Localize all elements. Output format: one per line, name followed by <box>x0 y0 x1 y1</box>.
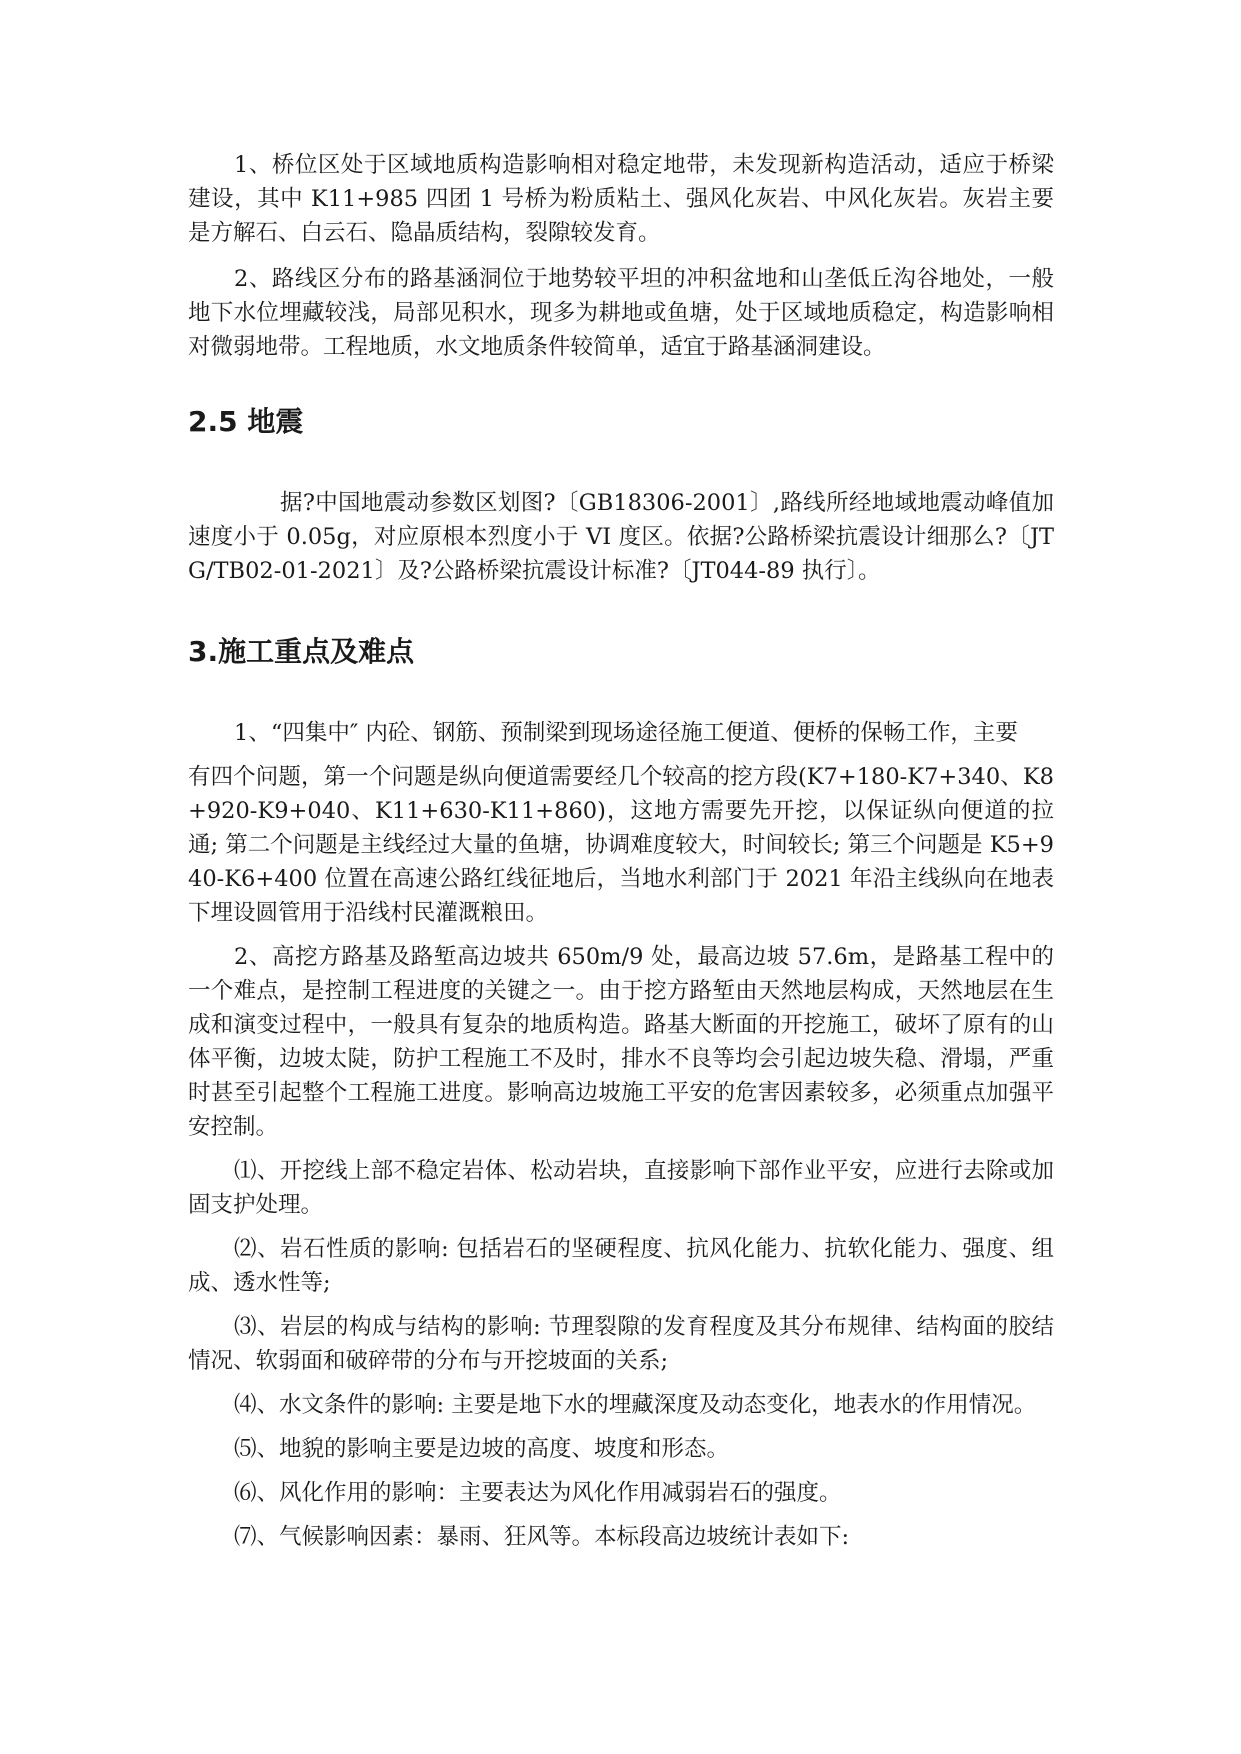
list-item-6: ⑹、风化作用的影响：主要表达为风化作用减弱岩石的强度。 <box>234 1480 842 1506</box>
list-item-5: ⑸、地貌的影响主要是边坡的高度、坡度和形态。 <box>234 1436 730 1462</box>
key-points-paragraph-2: 2、高挖方路基及路堑高边坡共 650m/9 处，最高边坡 57.6m，是路基工程中的一个难点，是控制工程进度的关键之一。由于挖方路堑由天然地层构成，天然地层在生成和演变过程中，一般具有复杂的地质构造。路基大断面的开挖施工，破坏了原有的山体平衡，边坡太陡，防护工程施工不及时，排水不良等均会引起边坡失稳、滑塌，严重时甚至引起整个工程施工进度。影响高边坡施工平安的危害因素较多，必须重点加强平安控制。 <box>188 944 1054 1140</box>
geology-paragraph-1: 1、桥位区处于区域地质构造影响相对稳定地带，未发现新构造活动，适应于桥梁建设，其中 K11+985 四团 1 号桥为粉质粘土、强风化灰岩、中风化灰岩。灰岩主要是方解石、白云石、隐晶质结构，裂隙较发育。 <box>188 152 1054 246</box>
list-item-4: ⑷、水文条件的影响: 主要是地下水的埋藏深度及动态变化，地表水的作用情况。 <box>234 1392 1037 1418</box>
geology-paragraph-2: 2、路线区分布的路基涵洞位于地势较平坦的冲积盆地和山垄低丘沟谷地处，一般地下水位埋藏较浅，局部见积水，现多为耕地或鱼塘，处于区域地质稳定，构造影响相对微弱地带。工程地质，水文地质条件较简单，适宜于路基涵洞建设。 <box>188 266 1054 360</box>
list-item-1: ⑴、开挖线上部不稳定岩体、松动岩块，直接影响下部作业平安，应进行去除或加固支护处理。 <box>188 1158 1054 1218</box>
section-heading-key-points: 3.施工重点及难点 <box>188 635 415 668</box>
key-points-paragraph-1-body: 有四个问题，第一个问题是纵向便道需要经几个较高的挖方段(K7+180-K7+340、K8+920-K9+040、K11+630-K11+860)，这地方需要先开挖，以保证纵向便道的拉通; 第二个问题是主线经过大量的鱼塘，协调难度较大，时间较长; 第三个问题是 K5+940-K6+400 位置在高速公路红线征地后，当地水利部门于 2021 年沿主线纵向在地表下埋设圆管用于沿线村民灌溉粮田。 <box>188 764 1054 926</box>
list-item-2: ⑵、岩石性质的影响: 包括岩石的坚硬程度、抗风化能力、抗软化能力、强度、组成、透水性等; <box>188 1236 1054 1296</box>
section-heading-earthquake: 2.5 地震 <box>188 405 304 438</box>
earthquake-paragraph: 据?中国地震动参数区划图?〔GB18306-2001〕,路线所经地域地震动峰值加速度小于 0.05g，对应原根本烈度小于 VI 度区。依据?公路桥梁抗震设计细那么?〔JTG/TB02-01-2021〕及?公路桥梁抗震设计标准?〔JT044-89 执行〕。 <box>188 490 1054 584</box>
list-item-7: ⑺、气候影响因素：暴雨、狂风等。本标段高边坡统计表如下: <box>234 1524 850 1550</box>
list-item-3: ⑶、岩层的构成与结构的影响: 节理裂隙的发育程度及其分布规律、结构面的胶结情况、软弱面和破碎带的分布与开挖坡面的关系; <box>188 1314 1054 1374</box>
page-content <box>188 148 1054 1554</box>
key-points-paragraph-1-intro: 1、“四集中″ 内砼、钢筋、预制梁到现场途径施工便道、便桥的保畅工作，主要 <box>234 720 1018 746</box>
